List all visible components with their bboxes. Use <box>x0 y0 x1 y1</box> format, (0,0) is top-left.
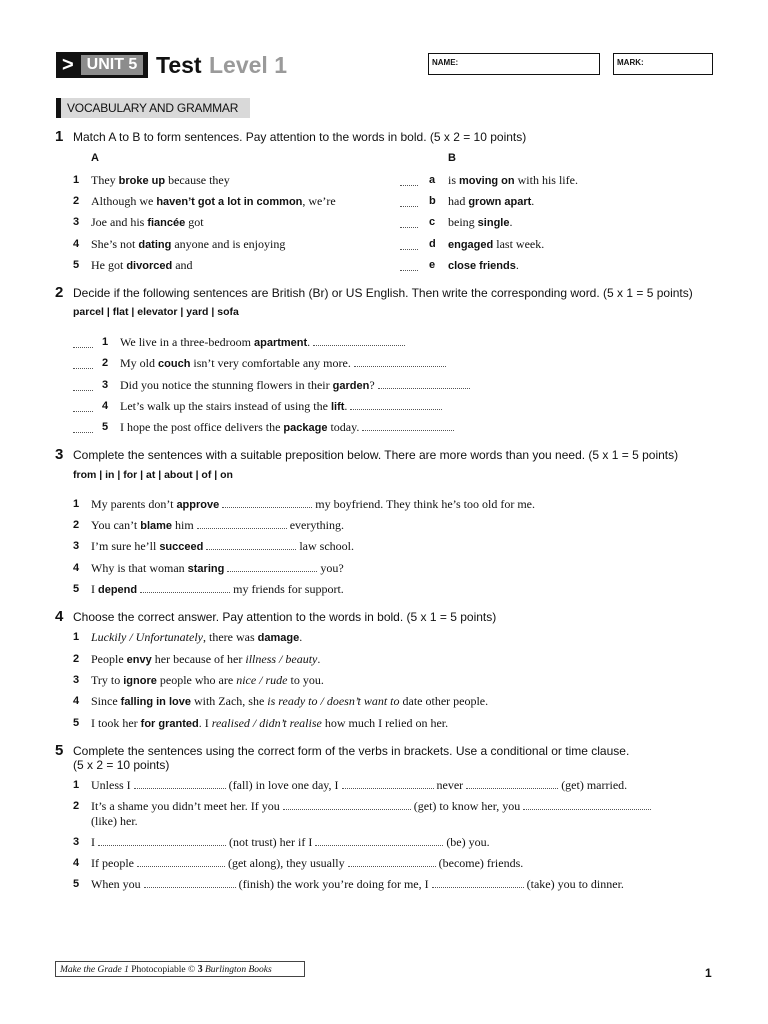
page-header <box>56 52 716 78</box>
continuation-text: (like) her. <box>91 814 138 828</box>
answer-choice[interactable]: illness / beauty <box>245 652 318 666</box>
verb-row <box>73 777 693 793</box>
item-number: 3 <box>73 674 80 686</box>
match-a-text <box>91 257 193 274</box>
text-segment: her because of her <box>151 652 246 666</box>
question-number-3: 3 <box>55 446 64 463</box>
text-segment: to you. <box>287 673 324 687</box>
verb-row <box>73 834 693 850</box>
sentence-row <box>73 355 693 371</box>
sentence-row <box>73 538 693 554</box>
text-segment: (not trust) her if I <box>229 835 313 849</box>
br-us-blank[interactable] <box>73 358 93 369</box>
question-number-1: 1 <box>55 128 64 145</box>
item-number: 4 <box>73 238 80 250</box>
text-segment: (finish) the work you’re doing for me, I <box>238 877 429 891</box>
text-segment: Unless I <box>91 778 131 792</box>
arrow-icon: > <box>62 54 74 76</box>
word-box-2: parcel | flat | elevator | yard | sofa <box>73 306 239 318</box>
text-segment: today. <box>327 420 360 434</box>
text-segment: with Zach, she <box>190 694 268 708</box>
text-segment: (be) you. <box>446 835 490 849</box>
text-segment: . <box>344 399 348 413</box>
question-number-5: 5 <box>55 742 64 759</box>
answer-blank[interactable] <box>348 856 436 867</box>
match-letter: b <box>429 195 436 207</box>
text-segment: When you <box>91 877 141 891</box>
choice-row <box>73 693 693 709</box>
item-number: 4 <box>73 857 80 869</box>
text-segment: Although we <box>91 194 157 208</box>
match-a-text <box>91 214 204 231</box>
item-number: 2 <box>73 800 80 812</box>
item-number: 5 <box>73 259 80 271</box>
bold-word: for granted <box>140 718 199 730</box>
footer-book-title: Make the Grade 1 <box>60 965 129 975</box>
answer-blank[interactable] <box>197 518 287 529</box>
bold-word: moving on <box>459 175 515 187</box>
section-heading: VOCABULARY AND GRAMMAR <box>56 98 250 118</box>
bold-word: grown apart <box>468 196 532 208</box>
answer-choice[interactable]: nice / rude <box>236 673 288 687</box>
match-row <box>73 214 693 230</box>
match-letter: c <box>429 216 436 228</box>
bold-word: fiancée <box>147 217 186 229</box>
item-number: 5 <box>102 421 109 433</box>
answer-blank[interactable] <box>98 835 226 846</box>
text-segment: people who are <box>156 673 237 687</box>
text-segment: . <box>509 215 513 229</box>
text-segment: . <box>307 335 311 349</box>
text-segment: Why is that woman <box>91 561 188 575</box>
match-b-text <box>448 257 519 274</box>
answer-blank[interactable] <box>523 799 651 810</box>
text-segment: everything. <box>286 518 345 532</box>
footer-logo-icon: 3 <box>197 964 203 975</box>
page-number: 1 <box>705 966 712 980</box>
answer-blank[interactable] <box>144 877 236 888</box>
bold-word: damage <box>257 632 300 644</box>
match-answer-blank[interactable] <box>400 239 418 250</box>
text-segment: My old <box>120 356 159 370</box>
sentence-text <box>91 538 354 555</box>
item-number: 1 <box>102 336 109 348</box>
bold-word: approve <box>176 499 220 511</box>
text-segment: is <box>448 173 460 187</box>
question-3-instruction: Complete the sentences with a suitable preposition below. There are more words than you need. (5 x 1 = 5 points) <box>73 448 679 462</box>
text-segment: You can’t <box>91 518 141 532</box>
choice-row <box>73 629 693 645</box>
sentence-row <box>73 398 693 414</box>
column-b-heading: B <box>448 152 456 164</box>
bold-word: depend <box>98 584 138 596</box>
match-letter: e <box>429 259 436 271</box>
sentence-text <box>91 629 302 646</box>
item-number: 2 <box>73 519 80 531</box>
question-1-instruction: Match A to B to form sentences. Pay attention to the words in bold. (5 x 2 = 10 points) <box>73 130 527 144</box>
item-number: 5 <box>73 717 80 729</box>
text-segment: Try to <box>91 673 124 687</box>
item-number: 3 <box>73 540 80 552</box>
text-segment: because they <box>165 173 230 187</box>
text-segment: If people <box>91 856 134 870</box>
sentence-text <box>91 496 535 513</box>
answer-blank[interactable] <box>466 778 558 789</box>
match-letter: a <box>429 174 436 186</box>
match-answer-blank[interactable] <box>400 196 418 207</box>
answer-blank[interactable] <box>432 877 524 888</box>
answer-blank[interactable] <box>206 539 296 550</box>
sentence-row <box>73 377 693 393</box>
text-segment: I’m sure he’ll <box>91 539 160 553</box>
sentence-text <box>91 876 624 892</box>
answer-blank[interactable] <box>362 420 454 431</box>
item-number: 2 <box>73 195 80 207</box>
text-segment: (get) married. <box>561 778 628 792</box>
verb-row <box>73 876 693 892</box>
sentence-text <box>91 777 627 793</box>
bold-word: package <box>283 422 328 434</box>
mark-field[interactable] <box>613 53 713 75</box>
item-number: 1 <box>73 174 80 186</box>
text-segment: Joe and his <box>91 215 148 229</box>
item-number: 2 <box>73 653 80 665</box>
sentence-row <box>73 517 693 533</box>
text-segment: anyone and is enjoying <box>171 237 286 251</box>
bold-word: falling in love <box>120 696 191 708</box>
sentence-text <box>91 798 651 814</box>
answer-blank[interactable] <box>378 378 470 389</box>
match-b-text <box>448 214 512 231</box>
question-5-points: (5 x 2 = 10 points) <box>73 758 170 772</box>
sentence-text <box>120 334 405 351</box>
match-b-text <box>448 172 578 189</box>
text-segment: and <box>172 258 193 272</box>
bold-word: apartment <box>253 337 308 349</box>
sentence-text <box>91 855 523 871</box>
answer-blank[interactable] <box>342 778 434 789</box>
item-number: 4 <box>73 562 80 574</box>
text-segment: ? <box>369 378 375 392</box>
bold-word: garden <box>332 380 370 392</box>
sentence-row <box>73 419 693 435</box>
name-label: NAME: <box>432 58 459 67</box>
text-segment: , we’re <box>302 194 336 208</box>
bold-word: single <box>477 217 510 229</box>
item-number: 1 <box>73 498 80 510</box>
sentence-row <box>73 581 693 597</box>
sentence-text <box>91 560 344 577</box>
answer-choice[interactable]: Luckily / Unfortunately <box>91 630 203 644</box>
choice-row <box>73 672 693 688</box>
text-segment: She’s not <box>91 237 139 251</box>
text-segment: how much I relied on her. <box>321 716 449 730</box>
br-us-blank[interactable] <box>73 380 93 391</box>
sentence-text <box>91 834 490 850</box>
text-segment: He got <box>91 258 127 272</box>
sentence-text <box>120 398 442 415</box>
text-segment: (take) you to dinner. <box>526 877 624 891</box>
item-number: 1 <box>73 779 80 791</box>
text-segment: We live in a three-bedroom <box>120 335 254 349</box>
bold-word: haven’t got a lot in common <box>156 196 303 208</box>
question-5-instruction: Complete the sentences using the correct form of the verbs in brackets. Use a conditional or time clause. <box>73 744 630 758</box>
match-b-text <box>448 193 534 210</box>
sentence-text <box>91 693 488 710</box>
br-us-blank[interactable] <box>73 422 93 433</box>
sentence-text <box>91 517 344 534</box>
title-test: Test <box>156 52 202 78</box>
sentence-text <box>120 419 454 436</box>
answer-blank[interactable] <box>354 356 446 367</box>
match-answer-blank[interactable] <box>400 217 418 228</box>
choice-row <box>73 651 693 667</box>
choice-row <box>73 715 693 731</box>
item-number: 3 <box>73 216 80 228</box>
match-row <box>73 236 693 252</box>
text-segment: isn’t very comfortable any more. <box>190 356 351 370</box>
text-segment: (fall) in love one day, I <box>228 778 339 792</box>
bold-word: close friends <box>448 260 516 272</box>
text-segment: People <box>91 652 127 666</box>
question-4-instruction: Choose the correct answer. Pay attention to the words in bold. (5 x 1 = 5 points) <box>73 610 497 624</box>
item-number: 4 <box>73 695 80 707</box>
mark-label: MARK: <box>617 58 644 67</box>
bold-word: ignore <box>123 675 157 687</box>
text-segment: I hope the post office delivers the <box>120 420 284 434</box>
text-segment: had <box>448 194 469 208</box>
text-segment: I took her <box>91 716 141 730</box>
match-answer-blank[interactable] <box>400 260 418 271</box>
word-box-3: from | in | for | at | about | of | on <box>73 469 233 481</box>
item-number: 3 <box>102 379 109 391</box>
text-segment: . <box>299 630 303 644</box>
item-number: 2 <box>102 357 109 369</box>
item-number: 1 <box>73 631 80 643</box>
match-a-text <box>91 236 285 253</box>
sentence-text <box>91 715 448 732</box>
match-row <box>73 257 693 273</box>
bold-word: couch <box>158 358 191 370</box>
item-number: 3 <box>73 836 80 848</box>
text-segment: got <box>185 215 204 229</box>
bold-word: divorced <box>126 260 173 272</box>
unit-label: UNIT 5 <box>81 55 143 75</box>
bold-word: staring <box>187 563 225 575</box>
answer-blank[interactable] <box>137 856 225 867</box>
sentence-text <box>91 581 344 598</box>
answer-blank[interactable] <box>313 335 405 346</box>
question-number-4: 4 <box>55 608 64 625</box>
text-segment: (get along), they usually <box>227 856 345 870</box>
text-segment: law school. <box>296 539 354 553</box>
bold-word: lift <box>330 401 345 413</box>
answer-blank[interactable] <box>283 799 411 810</box>
answer-blank[interactable] <box>227 561 317 572</box>
text-segment: My parents don’t <box>91 497 177 511</box>
verb-row <box>73 798 693 828</box>
item-number: 5 <box>73 878 80 890</box>
footer-publisher: Burlington Books <box>204 965 272 975</box>
match-b-text <box>448 236 544 253</box>
text-segment: , there was <box>202 630 258 644</box>
question-2-instruction: Decide if the following sentences are British (Br) or US English. Then write the corresponding word. (5 x 1 = 5 points) <box>73 286 693 300</box>
answer-blank[interactable] <box>134 778 226 789</box>
text-segment: you? <box>317 561 344 575</box>
text-segment: . I <box>198 716 212 730</box>
name-field[interactable] <box>428 53 600 75</box>
answer-blank[interactable] <box>140 582 230 593</box>
match-row <box>73 172 693 188</box>
text-segment: Let’s walk up the stairs instead of using the <box>120 399 331 413</box>
bold-word: dating <box>138 239 172 251</box>
match-answer-blank[interactable] <box>400 175 418 186</box>
question-number-2: 2 <box>55 284 64 301</box>
bold-word: broke up <box>118 175 166 187</box>
text-segment: him <box>172 518 197 532</box>
text-segment: (become) friends. <box>438 856 524 870</box>
bold-word: envy <box>126 654 152 666</box>
text-segment: I <box>91 582 98 596</box>
text-segment: my boyfriend. They think he’s too old for me. <box>312 497 535 511</box>
text-segment: date other people. <box>399 694 489 708</box>
text-segment: my friends for support. <box>230 582 344 596</box>
answer-choice[interactable]: is ready to / doesn’t want to <box>267 694 400 708</box>
br-us-blank[interactable] <box>73 401 93 412</box>
sentence-text <box>91 651 320 668</box>
item-number: 5 <box>73 583 80 595</box>
sentence-row <box>73 560 693 576</box>
text-segment: last week. <box>493 237 545 251</box>
text-segment: Did you notice the stunning flowers in their <box>120 378 333 392</box>
text-segment: . <box>515 258 519 272</box>
br-us-blank[interactable] <box>73 337 93 348</box>
verb-row <box>73 855 693 871</box>
text-segment: being <box>448 215 478 229</box>
item-number: 4 <box>102 400 109 412</box>
title-level: Level 1 <box>209 52 287 78</box>
bold-word: engaged <box>448 239 494 251</box>
text-segment: Since <box>91 694 121 708</box>
text-segment: I <box>91 835 95 849</box>
sentence-text <box>120 377 470 394</box>
match-row <box>73 193 693 209</box>
text-segment: (get) to know her, you <box>413 799 521 813</box>
match-a-text <box>91 172 230 189</box>
bold-word: blame <box>140 520 173 532</box>
match-a-text <box>91 193 336 210</box>
answer-choice[interactable]: realised / didn’t realise <box>211 716 322 730</box>
bold-word: succeed <box>159 541 204 553</box>
sentence-text <box>91 672 324 689</box>
column-a-heading: A <box>91 152 99 164</box>
text-segment: It’s a shame you didn’t meet her. If you <box>91 799 280 813</box>
unit-badge <box>56 52 148 78</box>
answer-blank[interactable] <box>315 835 443 846</box>
match-letter: d <box>429 238 436 250</box>
text-segment: . <box>317 652 321 666</box>
text-segment: They <box>91 173 119 187</box>
sentence-text <box>120 355 446 372</box>
answer-blank[interactable] <box>222 497 312 508</box>
footer-credit <box>55 961 305 977</box>
text-segment: with his life. <box>514 173 578 187</box>
sentence-row <box>73 334 693 350</box>
text-segment: . <box>531 194 535 208</box>
text-segment: never <box>436 778 464 792</box>
sentence-row <box>73 496 693 512</box>
footer-photocopiable: Photocopiable © <box>128 965 198 975</box>
answer-blank[interactable] <box>350 399 442 410</box>
